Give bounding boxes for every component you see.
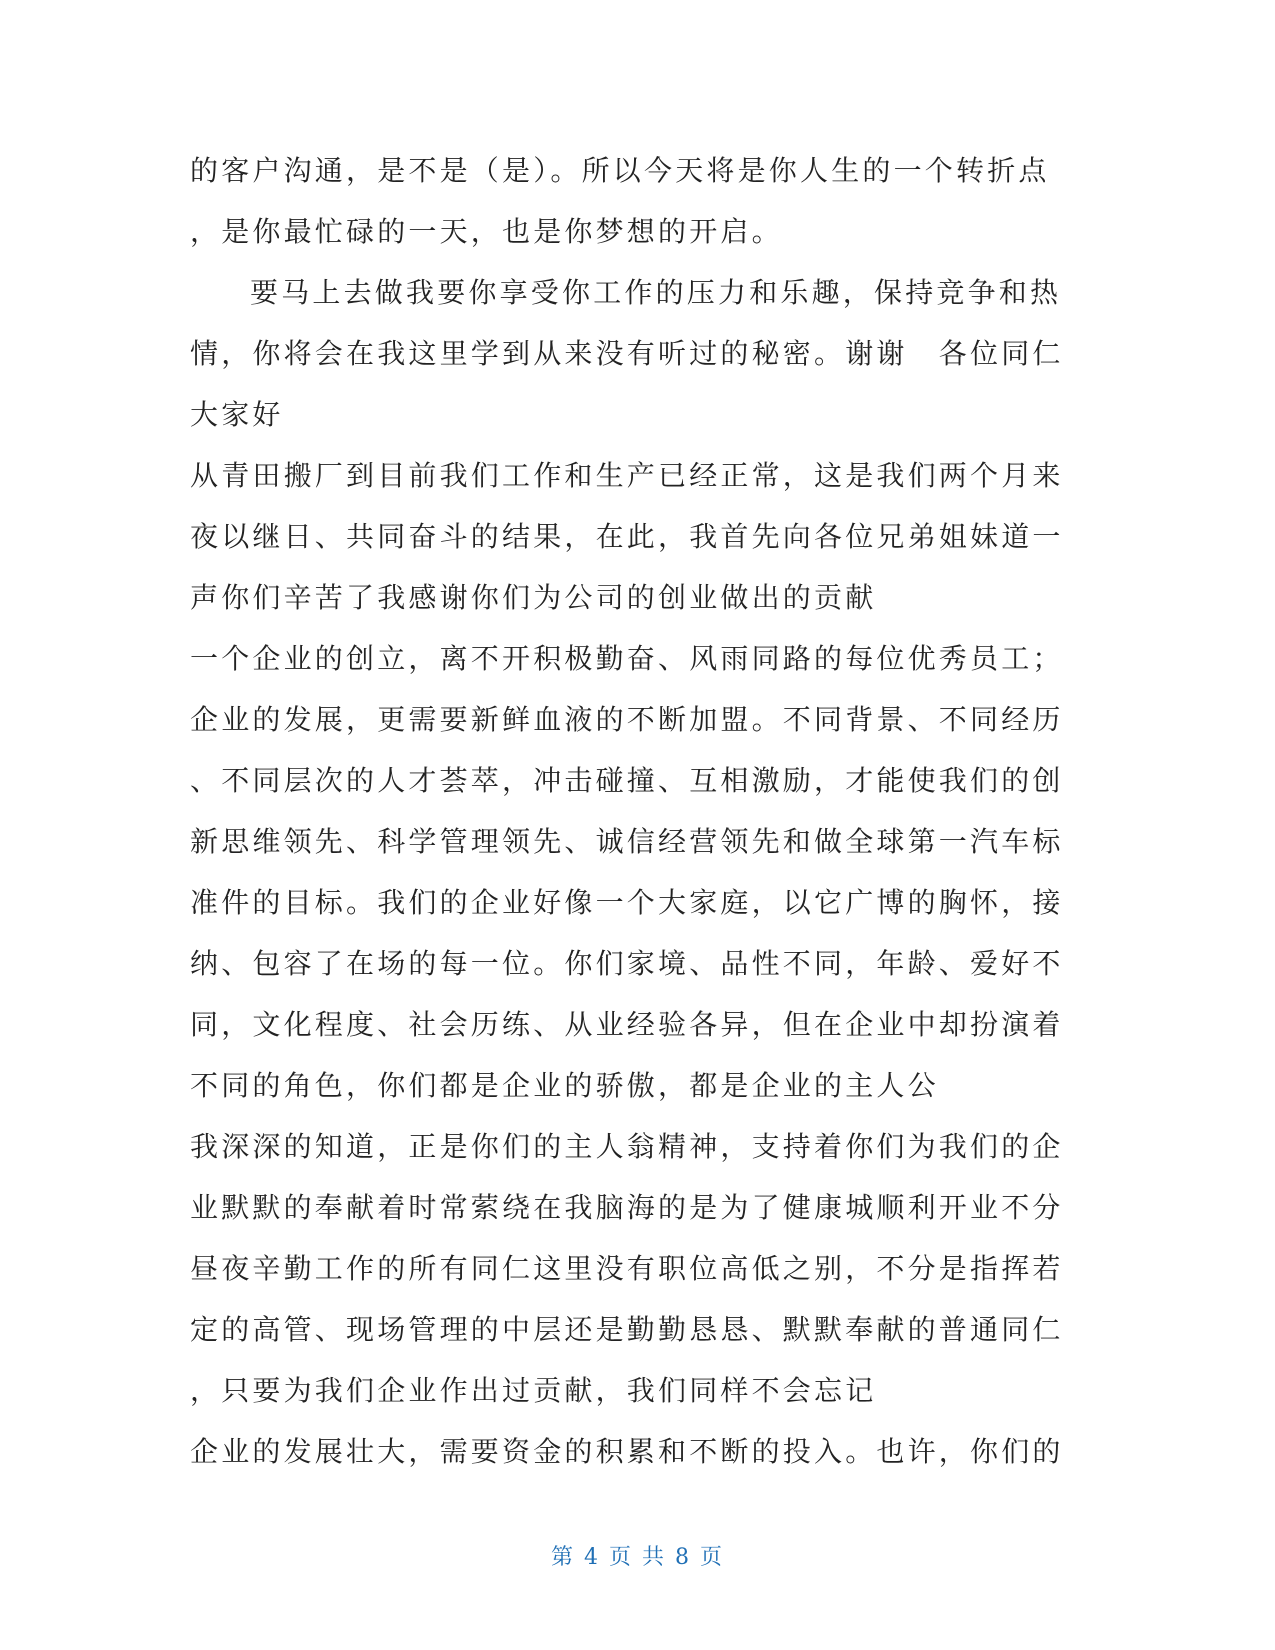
- page-footer: [0, 1540, 1275, 1571]
- text-line: 、不同层次的人才荟萃，冲击碰撞、互相激励，才能使我们的创: [190, 764, 1064, 797]
- text-line: 情，你将会在我这里学到从来没有听过的秘密。谢谢 各位同仁: [190, 337, 1064, 370]
- text-line: 企业的发展，更需要新鲜血液的不断加盟。不同背景、不同经历: [190, 703, 1064, 736]
- text-line: 同，文化程度、社会历练、从业经验各异，但在企业中却扮演着: [190, 1008, 1064, 1041]
- text-line: 纳、包容了在场的每一位。你们家境、品性不同，年龄、爱好不: [190, 947, 1064, 980]
- text-line: 要马上去做我要你享受你工作的压力和乐趣，保持竞争和热: [250, 276, 1062, 309]
- text-line: 不同的角色，你们都是企业的骄傲，都是企业的主人公: [190, 1069, 939, 1102]
- text-line: 准件的目标。我们的企业好像一个大家庭，以它广博的胸怀，接: [190, 886, 1064, 919]
- text-line: 企业的发展壮大，需要资金的积累和不断的投入。也许，你们的: [190, 1435, 1064, 1468]
- text-line: 新思维领先、科学管理领先、诚信经营领先和做全球第一汽车标: [190, 825, 1064, 858]
- text-line: 声你们辛苦了我感谢你们为公司的创业做出的贡献: [190, 581, 877, 614]
- text-line: 的客户沟通，是不是（是）。所以今天将是你人生的一个转折点: [190, 154, 1050, 187]
- text-line: 我深深的知道，正是你们的主人翁精神，支持着你们为我们的企: [190, 1130, 1064, 1163]
- current-page-number: 4: [584, 1545, 600, 1570]
- page-number-suffix: 页: [700, 1545, 725, 1570]
- text-line: 大家好: [190, 398, 284, 431]
- text-line: 昼夜辛勤工作的所有同仁这里没有职位高低之别，不分是指挥若: [190, 1252, 1064, 1285]
- page-number-prefix: 第: [550, 1545, 575, 1570]
- document-body: [190, 140, 1070, 1482]
- text-line: ，只要为我们企业作出过贡献，我们同样不会忘记: [190, 1374, 877, 1407]
- text-line: 一个企业的创立，离不开积极勤奋、风雨同路的每位优秀员工；: [190, 642, 1064, 675]
- text-line: 业默默的奉献着时常萦绕在我脑海的是为了健康城顺利开业不分: [190, 1191, 1064, 1224]
- text-line: 夜以继日、共同奋斗的结果，在此，我首先向各位兄弟姐妹道一: [190, 520, 1064, 553]
- total-page-count: 8: [675, 1545, 691, 1570]
- text-line: 定的高管、现场管理的中层还是勤勤恳恳、默默奉献的普通同仁: [190, 1313, 1064, 1346]
- page-number-middle: 页 共: [609, 1545, 666, 1570]
- text-line: 从青田搬厂到目前我们工作和生产已经正常，这是我们两个月来: [190, 459, 1064, 492]
- text-line: ，是你最忙碌的一天，也是你梦想的开启。: [190, 215, 783, 248]
